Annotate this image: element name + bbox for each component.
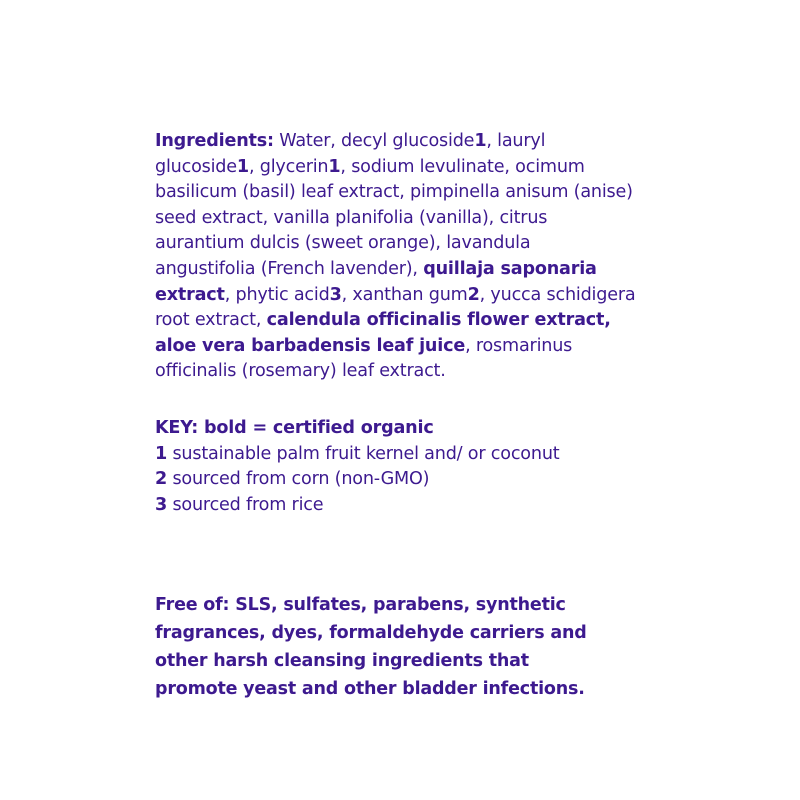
free-of-statement [155,591,625,703]
key-line [155,467,675,493]
ingredients-text: , rosmarinus [465,335,573,356]
ingredients-line [155,180,675,206]
ingredients-bold-text: 2 [467,284,480,305]
ingredients-text: , yucca schidigera [479,284,636,305]
key-bold-text: KEY: bold = certified organic [155,418,434,438]
ingredients-text: root extract, [155,310,267,331]
ingredients-bold-text: 1 [474,131,487,151]
key-line [155,416,675,442]
key-bold-text: 2 [155,469,168,490]
ingredients-paragraph [155,129,675,385]
ingredients-text: seed extract, vanilla planifolia (vanilla), citrus [155,207,548,228]
ingredients-text: angustifolia (French lavender), [155,258,424,279]
ingredients-bold-text: Ingredients: [155,131,274,151]
key-text: sourced from corn (non-GMO) [167,469,430,490]
free-of-line: fragrances, dyes, formaldehyde carriers and [155,623,587,643]
ingredients-text: , glycerin [248,156,329,177]
free-of-line: promote yeast and other bladder infections. [155,679,585,699]
ingredients-bold-text: aloe vera barbadensis leaf juice [155,335,466,356]
ingredients-bold-text: 1 [328,156,341,177]
ingredients-text: aurantium dulcis (sweet orange), lavandula [155,233,531,254]
ingredients-text: , sodium levulinate, ocimum [340,156,585,177]
ingredients-line [155,359,675,385]
ingredients-bold-text: extract [155,284,225,305]
ingredients-text: Water, decyl glucoside [273,131,475,151]
ingredients-line [155,283,675,309]
key-bold-text: 1 [155,443,168,464]
ingredients-line [155,129,675,155]
ingredients-bold-text: calendula officinalis flower extract, [266,310,611,331]
ingredients-text: officinalis (rosemary) leaf extract. [155,361,446,382]
ingredients-bold-text: quillaja saponaria [423,258,597,279]
ingredients-line [155,155,675,181]
ingredients-text: , phytic acid [224,284,330,305]
key-line [155,442,675,468]
ingredients-text: glucoside [155,156,237,177]
ingredients-text: , xanthan gum [341,284,468,305]
free-of-line: Free of: SLS, sulfates, parabens, synthetic [155,595,566,615]
ingredients-line [155,308,675,334]
ingredients-line [155,206,675,232]
key-line [155,493,675,519]
key-text: sourced from rice [167,494,324,515]
key-legend [155,416,675,518]
free-of-line: other harsh cleansing ingredients that [155,651,529,671]
ingredients-bold-text: 1 [236,156,249,177]
ingredients-line [155,334,675,360]
key-bold-text: 3 [155,494,168,515]
ingredients-line [155,257,675,283]
ingredients-text: , lauryl [486,131,546,151]
key-text: sustainable palm fruit kernel and/ or coconut [167,443,560,464]
ingredients-text: basilicum (basil) leaf extract, pimpinella anisum (anise) [155,182,633,203]
ingredients-bold-text: 3 [329,284,342,305]
ingredients-line [155,231,675,257]
